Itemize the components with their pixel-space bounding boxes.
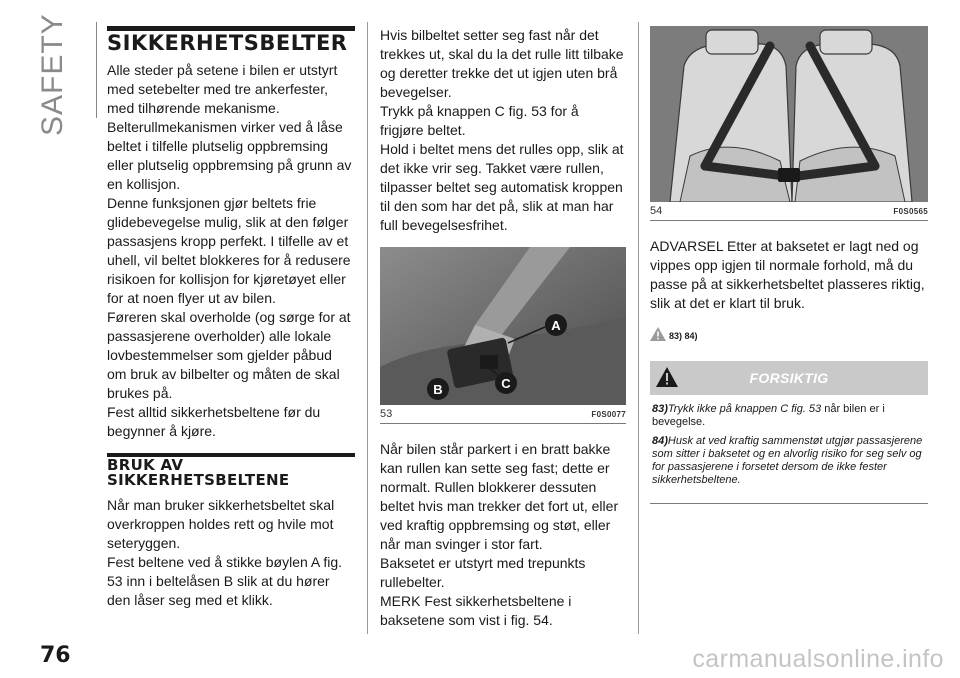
paragraph: Fest beltene ved å stikke bøylen A fig. 53 inn i beltelåsen B slik at du hører den låser seg med et klikk. — [107, 554, 343, 608]
warning-triangle-icon — [650, 327, 666, 341]
note-number: 83) — [652, 403, 668, 415]
watermark: carmanualsonline.info — [692, 645, 944, 673]
marker-c-label: C — [501, 376, 511, 391]
paragraph: Hold i beltet mens det rulles opp, slik at det ikke vrir seg. Takket være rullen, tilpasser beltet seg automatisk kroppen til den som har det på, slik at man har full bevegelsesfrihet. — [380, 141, 624, 233]
figure-53 — [380, 247, 626, 424]
figure-number: 54 — [650, 205, 663, 217]
marker-a-label: A — [551, 318, 561, 333]
figure-54 — [650, 26, 928, 221]
note-text-italic: Trykk ikke på knappen C fig. 53 — [667, 403, 822, 415]
paragraph: Når man bruker sikkerhetsbeltet skal overkroppen holdes rett og hvile mot seteryggen. — [107, 497, 335, 551]
paragraph: Når bilen står parkert i en bratt bakke kan rullen kan sette seg fast; dette er normalt. Rullen blokkerer dessuten beltet hvis man trekker det fort ut, eller ved kraftig oppbremsing og støt, eller når man svinger i stor fart. — [380, 441, 619, 552]
section-label: SAFETY — [36, 13, 69, 136]
column-2 — [380, 26, 626, 630]
paragraph: MERK Fest sikkerhetsbeltene i baksetene som vist i fig. 54. — [380, 593, 572, 628]
section-heading: BRUK AV SIKKERHETSBELTENE — [107, 453, 355, 488]
seatbelt-buckle-icon — [380, 247, 626, 405]
section-rule — [96, 22, 97, 118]
note-text-italic: Husk at ved kraftig sammenstøt utgjør passasjerene som sitter i baksetet og en alvorlig risiko for seg selv og for passasjerene i forsetet dersom de ikke fester sikkerhetsbeltene. — [652, 435, 923, 486]
caution-box — [650, 361, 928, 504]
warning-refs-text: 83) 84) — [669, 331, 698, 341]
paragraph: ADVARSEL Etter at baksetet er lagt ned og vippes opp igjen til normale forhold, må du passe på at sikkerhetsbeltet plasseres riktig, slik at det er klart til bruk. — [650, 238, 925, 311]
paragraph: Alle steder på setene i bilen er utstyrt med setebelter med tre ankerfester, med tilhørende mekanisme. — [107, 62, 338, 116]
paragraph: Føreren skal overholde (og sørge for at passasjerene overholder) alle lokale lovbestemmelser som gjelder påbud om bruk av bilbelter og måten de skal brukes på. — [107, 309, 351, 401]
paragraph: Belterullmekanismen virker ved å låse beltet i tilfelle plutselig oppbremsing eller plutselig oppbremsing på grunn av en kollisjon. — [107, 119, 352, 192]
paragraph: Baksetet er utstyrt med trepunkts rullebelter. — [380, 555, 586, 590]
figure-code: F0S0077 — [591, 409, 626, 419]
figure-code: F0S0565 — [893, 206, 928, 216]
paragraph: Denne funksjonen gjør beltets frie glidebevegelse mulig, slik at den følger passasjens kropp perfekt. I tilfelle av et uhell, vil beltet blokkeres for å redusere risikoen for kollisjon for kjøretøyet eller for at noen flyer ut av bilen. — [107, 195, 351, 306]
paragraph: Trykk på knappen C fig. 53 for å frigjøre beltet. — [380, 103, 579, 138]
note-text: når bilen er i bevegelse. — [652, 403, 885, 428]
caution-header — [650, 361, 928, 394]
figure-number: 53 — [380, 408, 393, 420]
caution-title: FORSIKTIG — [749, 369, 829, 386]
note-84 — [652, 435, 926, 487]
rear-seats-icon — [650, 26, 928, 202]
column-divider — [367, 22, 368, 634]
note-number: 84) — [652, 435, 668, 447]
marker-b-label: B — [433, 382, 443, 397]
warning-references — [650, 327, 928, 341]
page-number: 76 — [40, 643, 71, 668]
page-title: SIKKERHETSBELTER — [107, 26, 355, 55]
paragraph: Fest alltid sikkerhetsbeltene før du begynner å kjøre. — [107, 404, 321, 439]
column-3 — [650, 26, 928, 504]
column-divider — [638, 22, 639, 634]
column-1 — [107, 26, 355, 610]
warning-triangle-icon — [656, 367, 678, 387]
note-83 — [652, 403, 926, 429]
paragraph: Hvis bilbeltet setter seg fast når det trekkes ut, skal du la det rulle litt tilbake og deretter trekke det ut igjen uten brå bevegelser. — [380, 27, 624, 100]
rear-seats-illustration — [650, 26, 928, 202]
buckle-illustration — [380, 247, 626, 405]
caution-body — [650, 394, 928, 503]
